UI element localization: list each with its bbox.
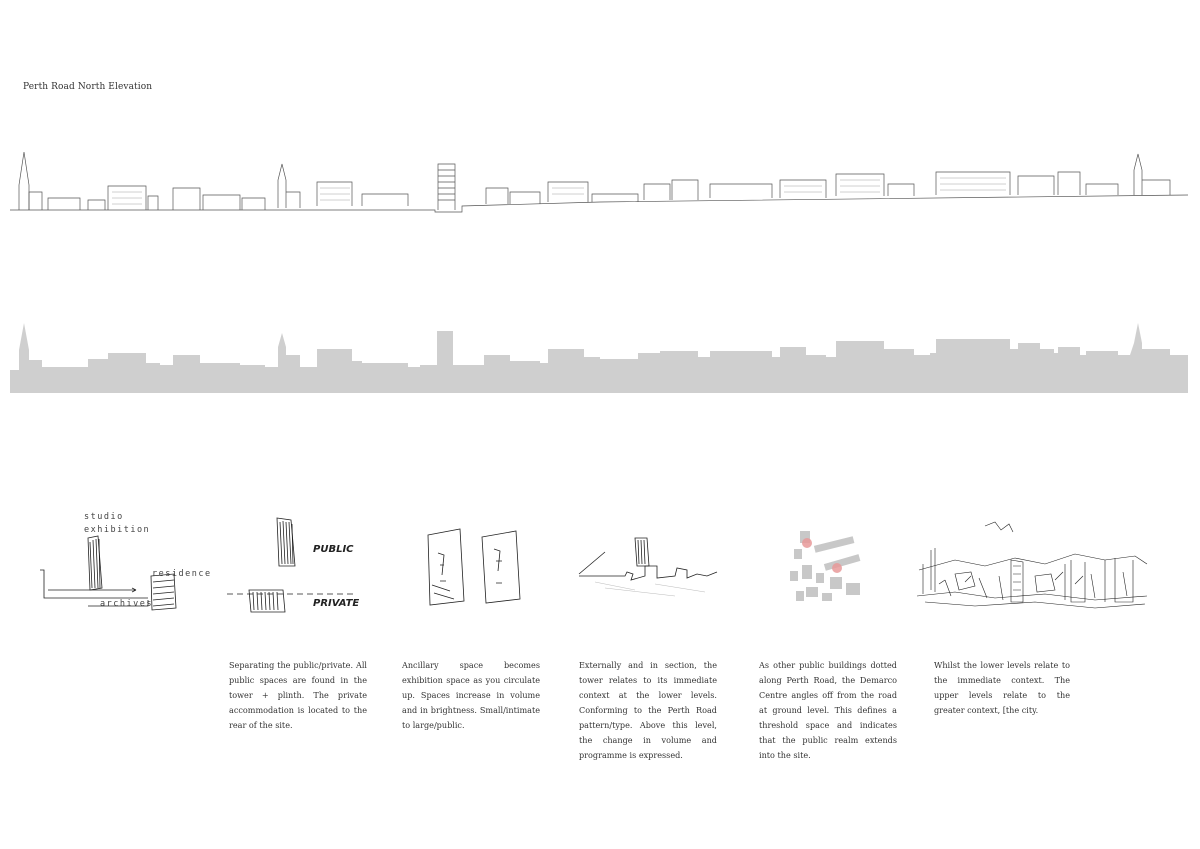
caption-greater-context: Whilst the lower levels relate to the immediate context. The upper levels relate to the greater context, [the city. [934, 660, 1070, 715]
sketch-section-program [36, 530, 206, 620]
archives-label: archives [100, 599, 153, 609]
caption-section-context: Externally and in section, the tower relates to its immediate context at the lower levels. Conforming to the Perth Road pattern/type. Above this level, the change in volume and programme is expressed. [579, 660, 717, 760]
caption-public-private: Separating the public/private. All public spaces are found in the tower + plinth. The private accommodation is located to the rear of the site. [229, 660, 367, 730]
sketch-site-plan [780, 525, 875, 610]
caption-threshold: As other public buildings dotted along Perth Road, the Demarco Centre angles off from the road at ground level. This defines a threshold space and indicates that the public realm extends into the site. [759, 660, 897, 760]
public-label: PUBLIC [313, 544, 354, 555]
residence-label: residence [152, 569, 212, 579]
private-label: PRIVATE [313, 598, 360, 609]
page-title: Perth Road North Elevation [23, 82, 153, 92]
line-elevation [0, 140, 1200, 220]
sketch-section-context [575, 530, 725, 605]
exhibition-label: exhibition [84, 525, 151, 535]
silhouette-elevation [0, 315, 1200, 400]
caption-ancillary-space: Ancillary space becomes exhibition space as you circulate up. Spaces increase in volume and in brightness. Small/intimate to large/public. [402, 660, 540, 730]
studio-label: studio [84, 512, 124, 522]
sketch-city-view [915, 520, 1150, 615]
sketch-circulation [420, 525, 530, 610]
